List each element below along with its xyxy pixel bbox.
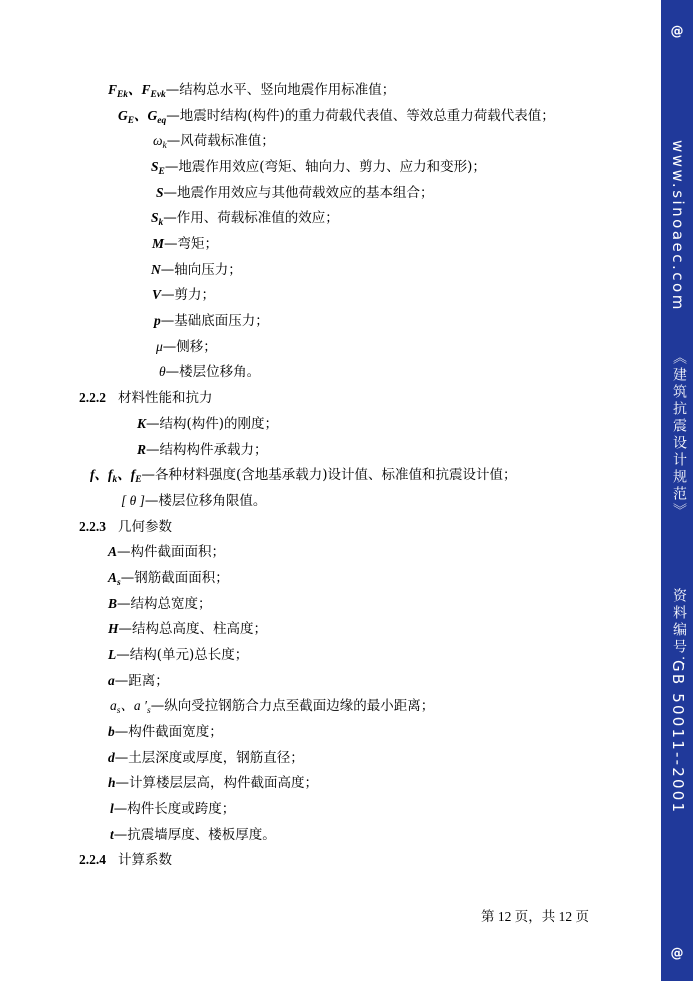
notation-line-14 [137,441,268,459]
definition: —距离； [114,673,169,689]
symbol: l [110,801,114,816]
standard-code: GB 50011--2001 [669,660,687,815]
definition: —结构总水平、竖向地震作用标准值； [165,82,396,98]
symbol: A [108,544,118,559]
definition: —构件长度或跨度； [113,801,236,817]
definition: —侧移； [162,339,217,355]
notation-line-1 [108,81,395,99]
definition: —风荷载标准值； [166,133,275,149]
symbol: p [154,313,161,328]
definition: —构件截面宽度； [114,724,223,740]
notation-line-2 [118,107,555,125]
symbol: $G_E$、$G_{eq}$ [118,108,167,126]
definition: —计算楼层层高，构件截面高度； [115,775,319,791]
notation-line-23 [110,697,434,715]
notation-line-21 [108,646,248,664]
section-heading [79,851,172,869]
symbol: $a_s$、a $'_s$ [110,698,151,716]
symbol: μ [156,339,163,354]
notation-line-12 [159,363,260,381]
sidebar-banner [661,0,693,981]
definition: —抗震墙厚度、楼板厚度。 [113,827,276,843]
notation-line-27 [110,800,235,818]
definition: —轴向压力； [160,262,242,278]
symbol: $S_k$ [151,210,164,228]
symbol: b [108,724,115,739]
notation-line-9 [152,286,215,304]
definition: —地震作用效应与其他荷载效应的基本组合； [163,185,434,201]
symbol: a [108,673,115,688]
symbol: t [110,827,114,842]
notation-line-3 [153,132,275,150]
symbol: h [108,775,116,790]
code-label: 资料编号： [671,588,687,673]
notation-line-25 [108,749,304,767]
section-number: 2.2.2 [79,390,106,405]
notation-line-19 [108,595,212,613]
symbol: $S_E$ [151,159,165,177]
definition: —结构总高度、柱高度； [118,621,268,637]
definition: —楼层位移角。 [165,364,261,380]
notation-line-26 [108,774,318,792]
definition: —弯矩； [164,236,219,252]
definition: —结构构件承载力； [146,442,268,458]
at-icon: @ [670,946,684,961]
notation-line-6 [151,209,339,227]
notation-line-28 [110,826,276,844]
symbol: L [108,647,117,662]
definition: —地震作用效应(弯矩、轴向力、剪力、应力和变形)； [164,159,486,175]
definition: —结构总宽度； [117,596,212,612]
definition: —构件截面面积； [117,544,226,560]
notation-line-11 [156,338,217,356]
definition: —钢筋截面面积； [120,570,229,586]
symbol: M [152,236,165,251]
section-title: 计算系数 [118,852,172,868]
symbol: f、$f_k$、$f_E$ [90,467,142,485]
symbol: K [137,416,147,431]
definition: —纵向受拉钢筋合力点至截面边缘的最小距离； [150,698,435,714]
definition: —结构(构件)的刚度； [146,416,279,432]
symbol: V [152,287,162,302]
definition: —各种材料强度(含地基承载力)设计值、标准值和抗震设计值； [141,467,517,483]
at-icon: @ [670,24,684,39]
section-heading [79,518,172,536]
section-number: 2.2.4 [79,852,106,867]
section-number: 2.2.3 [79,519,106,534]
definition: —楼层位移角限值。 [144,493,267,509]
page-footer: 第 12 页，共 12 页 [481,909,589,924]
symbol: θ [159,364,166,379]
section-title: 几何参数 [118,519,172,535]
notation-line-5 [156,184,434,202]
symbol: N [151,262,161,277]
symbol: [ θ ] [121,493,145,508]
symbol: R [137,442,147,457]
definition: —基础底面压力； [160,313,269,329]
section-title: 材料性能和抗力 [118,390,213,406]
notation-line-18 [108,569,229,587]
notation-line-13 [137,415,278,433]
symbol: $A_s$ [108,570,121,588]
symbol: B [108,596,118,611]
definition: —结构(单元)总长度； [116,647,249,663]
notation-line-24 [108,723,223,741]
definition: —土层深度或厚度，钢筋直径； [114,750,304,766]
notation-line-17 [108,543,225,561]
symbol: S [156,185,164,200]
notation-line-15 [90,466,517,484]
definition: —地震时结构(构件)的重力荷载代表值、等效总重力荷载代表值； [166,108,555,124]
symbol: d [108,750,115,765]
symbol: H [108,621,119,636]
definition: —作用、荷载标准值的效应； [163,210,339,226]
website-text: www.sinoaec.com [669,140,687,312]
notation-line-7 [152,235,218,253]
symbol: $\omega_k$ [153,133,167,151]
definition: —剪力； [161,287,216,303]
notation-line-8 [151,261,242,279]
section-heading [79,389,213,407]
standard-title: 《建筑抗震设计规范》 [671,350,687,520]
symbol: $F_{Ek}$、$F_{Evk}$ [108,82,166,100]
notation-line-22 [108,672,169,690]
notation-line-10 [154,312,269,330]
notation-line-4 [151,158,486,176]
notation-line-20 [108,620,267,638]
notation-line-16 [121,492,266,510]
